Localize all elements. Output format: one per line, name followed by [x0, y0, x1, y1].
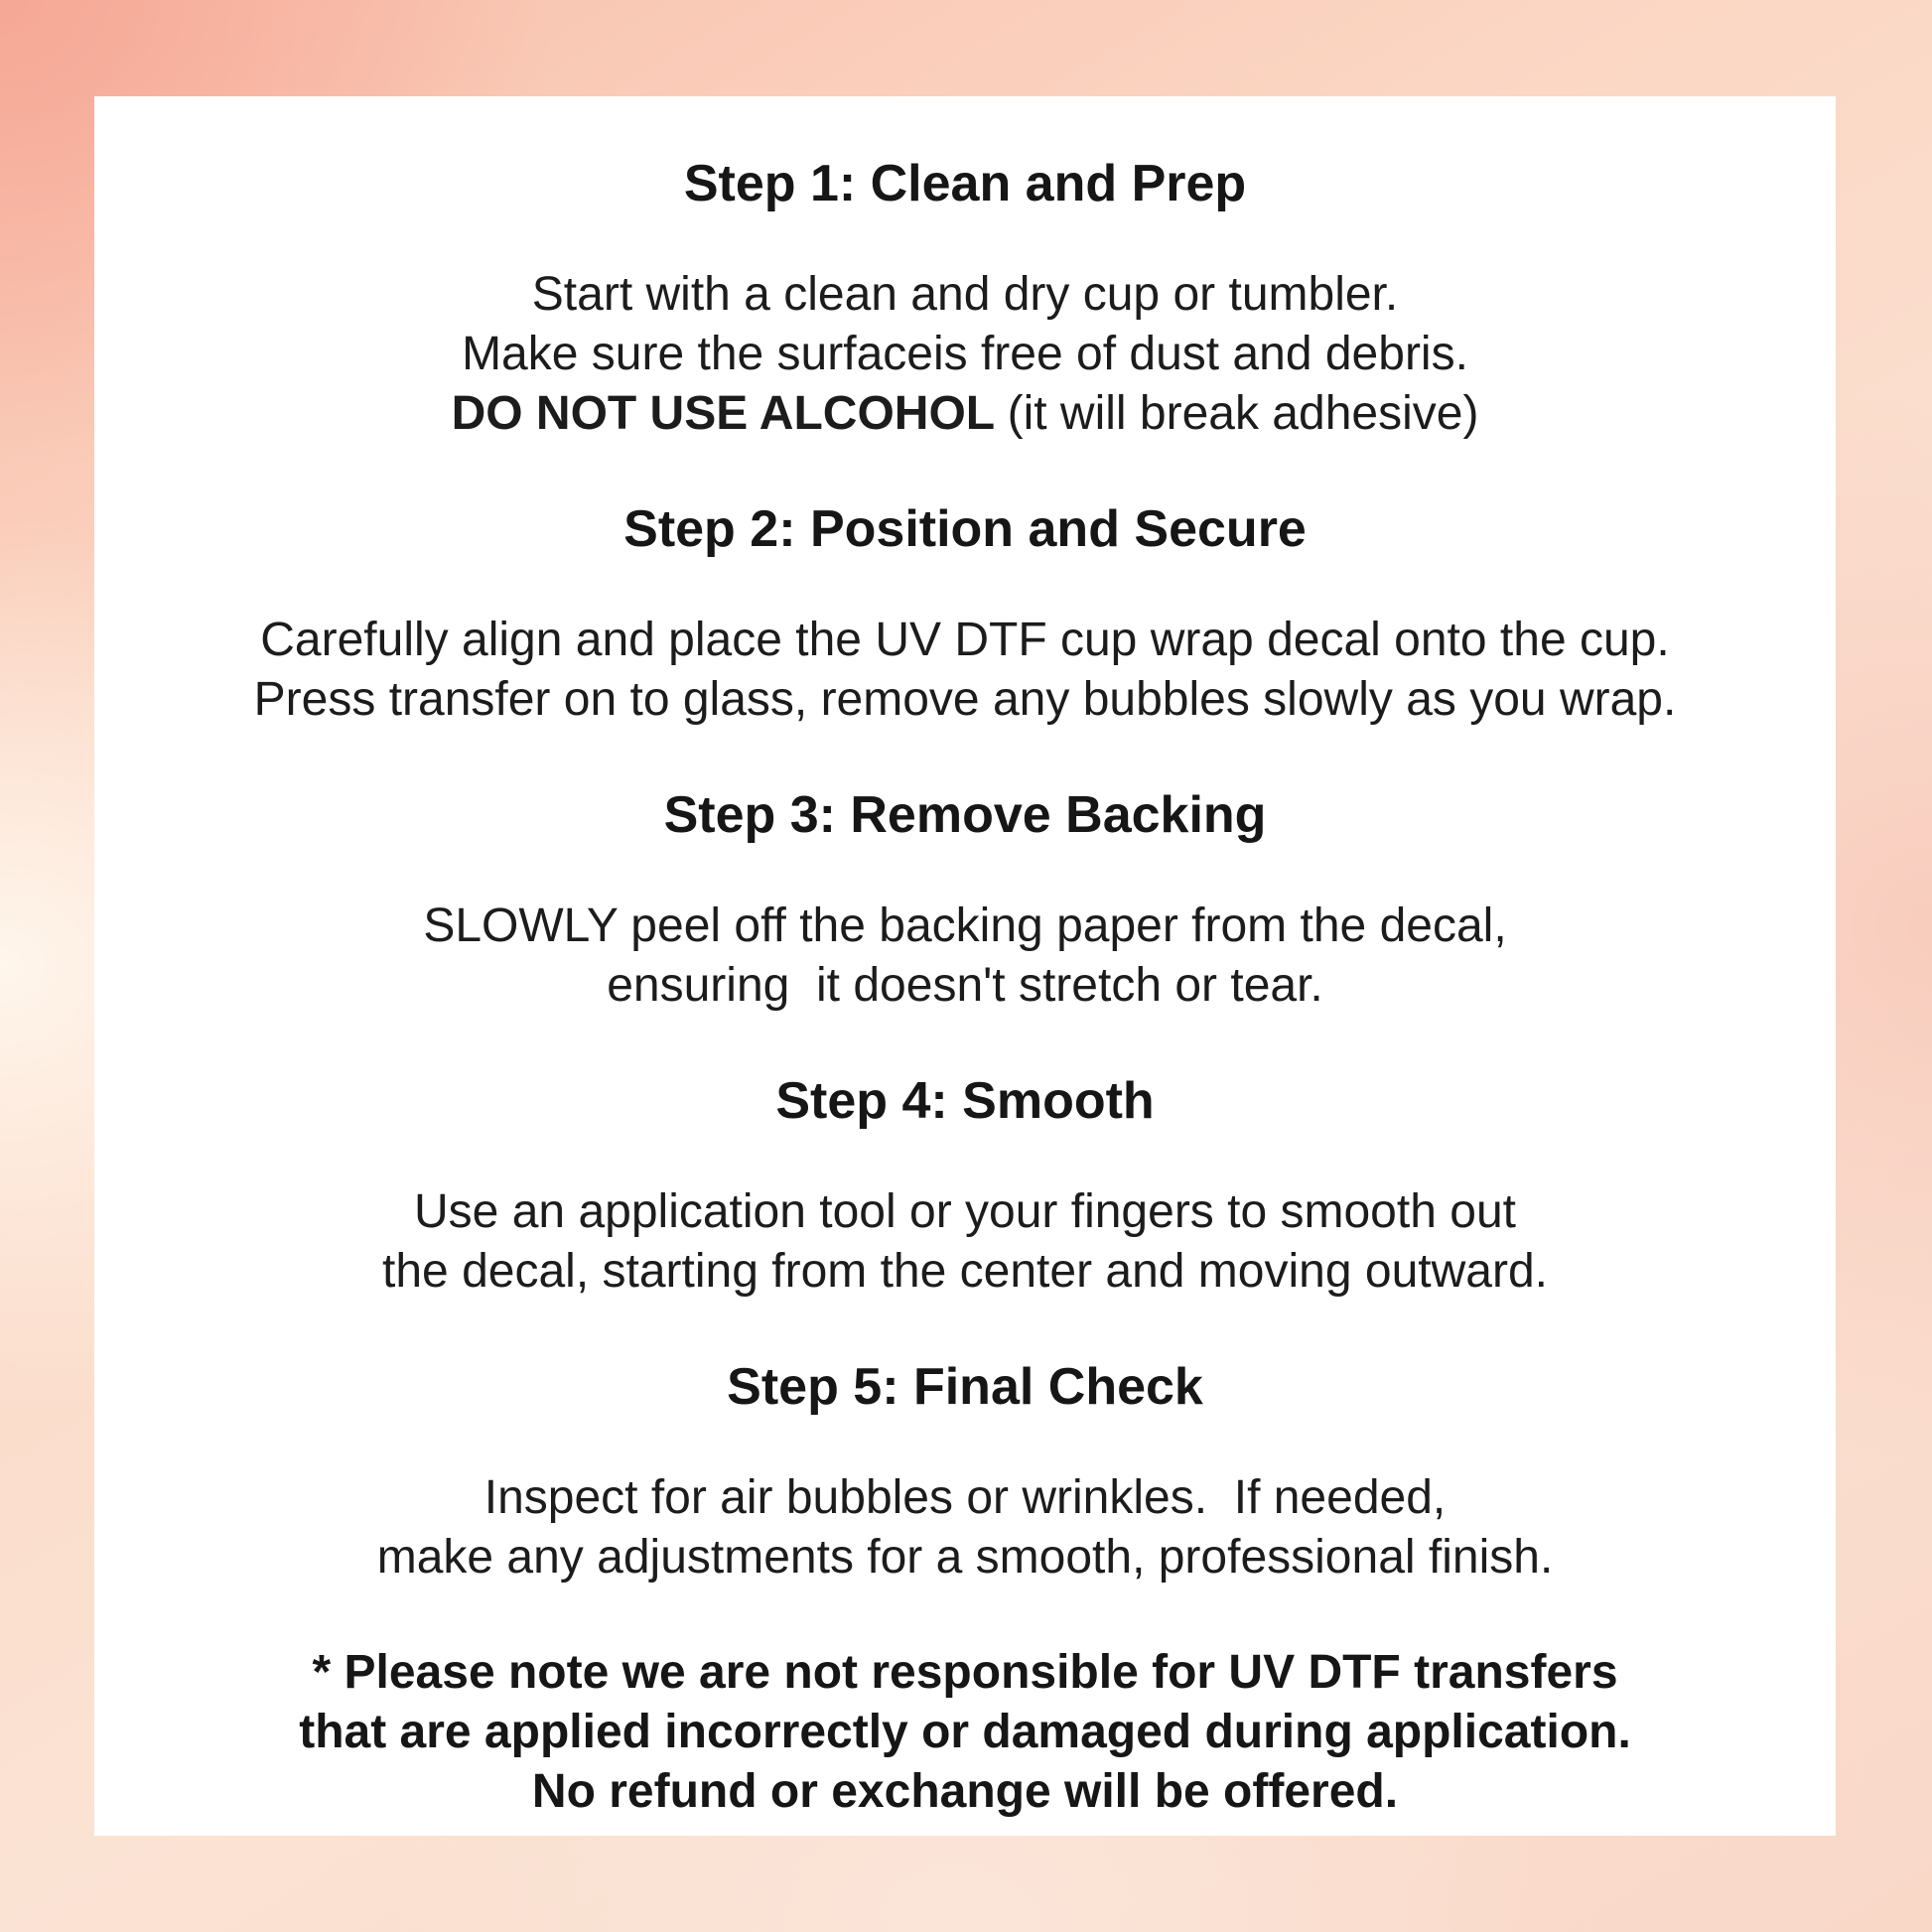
- step-1-warning-rest: (it will break adhesive): [1007, 387, 1479, 440]
- step-1-warning-line: [134, 384, 1796, 444]
- step-4-line-1: Use an application tool or your fingers to smooth out: [414, 1185, 1516, 1238]
- step-2-heading: Step 2: Position and Secure: [623, 500, 1307, 558]
- step-4-section: [134, 1071, 1796, 1302]
- instruction-card: [94, 96, 1836, 1836]
- step-1-line-2: Make sure the surfaceis free of dust and debris.: [462, 328, 1468, 380]
- step-1-section: [134, 154, 1796, 444]
- disclaimer-section: [134, 1643, 1796, 1822]
- step-5-heading: Step 5: Final Check: [727, 1358, 1203, 1416]
- step-3-heading: Step 3: Remove Backing: [663, 786, 1267, 844]
- step-3-line-1: SLOWLY peel off the backing paper from the decal,: [423, 899, 1507, 952]
- step-1-line-1: Start with a clean and dry cup or tumbler.: [531, 268, 1399, 321]
- step-5-line-2: make any adjustments for a smooth, professional finish.: [376, 1531, 1554, 1584]
- step-4-line-2: the decal, starting from the center and moving outward.: [382, 1245, 1548, 1298]
- step-2-line-1: Carefully align and place the UV DTF cup wrap decal onto the cup.: [260, 614, 1670, 666]
- step-2-line-2: Press transfer on to glass, remove any bubbles slowly as you wrap.: [253, 673, 1677, 726]
- step-5-section: [134, 1357, 1796, 1587]
- disclaimer-line-1: * Please note we are not responsible for UV DTF transfers: [312, 1646, 1618, 1699]
- step-5-line-1: Inspect for air bubbles or wrinkles. If needed,: [483, 1471, 1447, 1524]
- step-3-section: [134, 785, 1796, 1016]
- step-1-warning-bold: DO NOT USE ALCOHOL: [451, 387, 1008, 440]
- step-3-line-2: ensuring it doesn't stretch or tear.: [607, 959, 1323, 1012]
- disclaimer-line-2: that are applied incorrectly or damaged during application.: [299, 1706, 1631, 1758]
- step-4-heading: Step 4: Smooth: [775, 1072, 1155, 1130]
- step-2-section: [134, 499, 1796, 730]
- step-1-heading: Step 1: Clean and Prep: [683, 155, 1247, 212]
- disclaimer-line-3: No refund or exchange will be offered.: [531, 1765, 1399, 1818]
